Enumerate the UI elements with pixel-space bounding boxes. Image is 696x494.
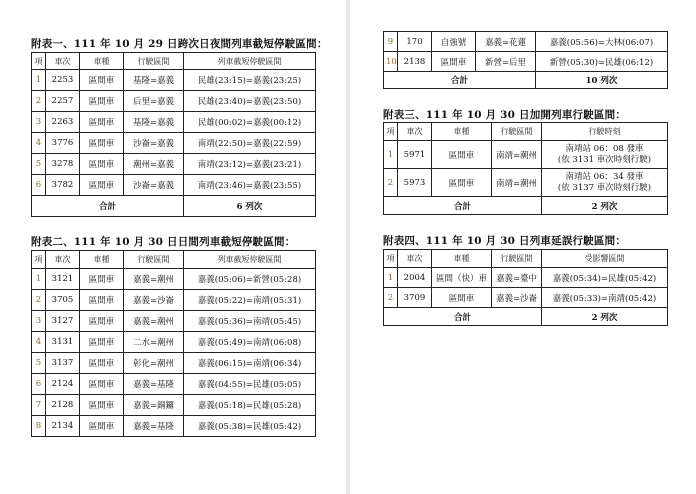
table-cell: 區間車 (80, 112, 124, 133)
table-cell: 2004 (398, 268, 432, 288)
table-cell: 3776 (46, 133, 80, 154)
column-header: 行駛區間 (124, 53, 184, 70)
total-label: 合計 (384, 308, 542, 326)
column-header: 車次 (46, 53, 80, 70)
table-cell: 3705 (46, 290, 80, 311)
table-cell: 嘉義=沙崙 (492, 288, 542, 308)
table-cell: 嘉義(05:49)=南靖(06:08) (184, 332, 316, 353)
table-cell: 1 (32, 269, 46, 290)
table-cell: 5973 (398, 169, 432, 197)
table-cell: 區間車 (80, 416, 124, 437)
table-row (32, 91, 316, 112)
table-row (384, 32, 668, 52)
table-cell: 3 (32, 112, 46, 133)
column-header: 行駛區間 (492, 250, 542, 268)
table-row (384, 268, 668, 288)
table-cell: 南靖(23:12)=嘉義(23:21) (184, 154, 316, 175)
table-cell: 基隆=嘉義 (124, 70, 184, 91)
table-row (32, 175, 316, 196)
table-cell: 嘉義=潮州 (124, 311, 184, 332)
table-cell: 區間車 (80, 175, 124, 196)
column-header: 行駛區間 (124, 251, 184, 269)
table2-title: 附表二、111 年 10 月 30 日日間列車截短停駛區間： (31, 236, 296, 248)
table-cell: 新營=后里 (476, 52, 536, 72)
table-row (32, 332, 316, 353)
table-cell: 區間（快）車 (432, 268, 492, 288)
total-value: 6 列次 (184, 196, 316, 217)
column-header: 受影響區間 (542, 250, 668, 268)
table-row (384, 288, 668, 308)
table-cell: 民雄(23:15)=嘉義(23:25) (184, 70, 316, 91)
table-row (384, 169, 668, 197)
table-cell: 嘉義(05:38)=民雄(05:42) (184, 416, 316, 437)
column-header: 車次 (398, 250, 432, 268)
table-cell: 2257 (46, 91, 80, 112)
table-cell: 南靖站 06：34 發車 (依 3137 車次時刻行駛) (542, 169, 668, 197)
table-cell: 9 (384, 32, 398, 52)
table-cell: 嘉義(05:22)=南靖(05:31) (184, 290, 316, 311)
table-cell: 區間車 (80, 353, 124, 374)
table-cell: 3 (32, 311, 46, 332)
table-cell: 區間車 (432, 141, 492, 169)
total-row (384, 72, 668, 89)
table-cell: 基隆=嘉義 (124, 112, 184, 133)
table-cell: 嘉義(05:33)=南靖(05:42) (542, 288, 668, 308)
table-row (32, 416, 316, 437)
table-cell: 區間車 (80, 269, 124, 290)
table3 (383, 122, 668, 215)
column-header: 列車截短停駛區間 (184, 251, 316, 269)
table-cell: 2138 (398, 52, 432, 72)
column-header: 車次 (46, 251, 80, 269)
table-row (32, 353, 316, 374)
table-cell: 區間車 (80, 290, 124, 311)
column-header: 列車截短停駛區間 (184, 53, 316, 70)
document-page-left (0, 0, 346, 494)
column-header: 車種 (80, 53, 124, 70)
table-cell: 170 (398, 32, 432, 52)
table-row (32, 395, 316, 416)
table-cell: 7 (32, 395, 46, 416)
table3-title: 附表三、111 年 10 月 30 日加開列車行駛區間： (383, 109, 627, 121)
table-cell: 區間車 (80, 311, 124, 332)
table-cell: 嘉義(06:15)=南靖(06:34) (184, 353, 316, 374)
table-cell: 民雄(23:40)=嘉義(23:50) (184, 91, 316, 112)
table-cell: 區間車 (432, 288, 492, 308)
total-row (384, 308, 668, 326)
table-cell: 2 (32, 290, 46, 311)
table-cell: 2134 (46, 416, 80, 437)
table4 (383, 249, 668, 326)
table-cell: 南靖(23:46)=嘉義(23:55) (184, 175, 316, 196)
table-cell: 區間車 (80, 133, 124, 154)
table-cell: 后里=嘉義 (124, 91, 184, 112)
table-row (32, 112, 316, 133)
table-cell: 4 (32, 332, 46, 353)
table-cell: 南靖=潮州 (492, 169, 542, 197)
total-label: 合計 (384, 72, 536, 89)
table-cell: 區間車 (80, 70, 124, 91)
table-cell: 區間車 (80, 332, 124, 353)
table-cell: 1 (384, 141, 398, 169)
total-row (32, 196, 316, 217)
column-header: 車種 (80, 251, 124, 269)
table-cell: 區間車 (80, 154, 124, 175)
table-cell: 2263 (46, 112, 80, 133)
table-cell: 3127 (46, 311, 80, 332)
table-cell: 嘉義=基隆 (124, 374, 184, 395)
column-header: 車種 (432, 123, 492, 141)
table-row (384, 52, 668, 72)
table-cell: 嘉義(05:36)=南靖(05:45) (184, 311, 316, 332)
table-cell: 嘉義(05:18)=民雄(05:28) (184, 395, 316, 416)
table-cell: 嘉義(05:56)=大林(06:07) (536, 32, 668, 52)
table-cell: 嘉義=銅鑼 (124, 395, 184, 416)
table-row (32, 290, 316, 311)
document-page-right (350, 0, 696, 494)
table-row (32, 133, 316, 154)
table-cell: 南靖(22:50)=嘉義(22:59) (184, 133, 316, 154)
table-cell: 自強號 (432, 32, 476, 52)
total-value: 2 列次 (542, 197, 668, 215)
table4-title: 附表四、111 年 10 月 30 日列車延誤行駛區間： (383, 235, 627, 247)
table-cell: 4 (32, 133, 46, 154)
total-label: 合計 (384, 197, 542, 215)
total-row (384, 197, 668, 215)
table-row (32, 374, 316, 395)
table-cell: 1 (384, 268, 398, 288)
table2 (31, 250, 316, 437)
table-cell: 1 (32, 70, 46, 91)
table-cell: 區間車 (80, 374, 124, 395)
table-cell: 6 (32, 175, 46, 196)
table1-header-row (32, 53, 316, 70)
table-row (32, 311, 316, 332)
total-label: 合計 (32, 196, 184, 217)
total-value: 2 列次 (542, 308, 668, 326)
column-header: 項 (32, 251, 46, 269)
table-row (32, 269, 316, 290)
column-header: 行駛時刻 (542, 123, 668, 141)
table-cell: 二水=潮州 (124, 332, 184, 353)
table-cell: 嘉義=沙崙 (124, 290, 184, 311)
table-cell: 5 (32, 154, 46, 175)
table-cell: 區間車 (80, 395, 124, 416)
table-row (32, 154, 316, 175)
table-cell: 彰化=潮州 (124, 353, 184, 374)
table-cell: 2253 (46, 70, 80, 91)
column-header: 項 (384, 123, 398, 141)
table-cell: 新營(05:30)=民雄(06:12) (536, 52, 668, 72)
table-cell: 5 (32, 353, 46, 374)
table-cell: 3278 (46, 154, 80, 175)
table-cell: 3121 (46, 269, 80, 290)
table-cell: 沙崙=嘉義 (124, 133, 184, 154)
table-cell: 嘉義(05:06)=新營(05:28) (184, 269, 316, 290)
table-cell: 嘉義=基隆 (124, 416, 184, 437)
column-header: 行駛區間 (492, 123, 542, 141)
table-cell: 2124 (46, 374, 80, 395)
table-cell: 區間車 (432, 52, 476, 72)
table1 (31, 52, 316, 217)
table-row (384, 141, 668, 169)
table2-header-row (32, 251, 316, 269)
table-cell: 3137 (46, 353, 80, 374)
table-cell: 6 (32, 374, 46, 395)
table-cell: 2 (32, 91, 46, 112)
table-cell: 嘉義(05:34)=民雄(05:42) (542, 268, 668, 288)
table-cell: 南靖站 06：08 發車 (依 3131 車次時刻行駛) (542, 141, 668, 169)
table-cell: 3709 (398, 288, 432, 308)
table-cell: 民雄(00:02)=嘉義(00:12) (184, 112, 316, 133)
table-cell: 嘉義=花蓮 (476, 32, 536, 52)
table-cell: 2 (384, 288, 398, 308)
column-header: 項 (384, 250, 398, 268)
table-cell: 區間車 (80, 91, 124, 112)
table-cell: 5971 (398, 141, 432, 169)
column-header: 車次 (398, 123, 432, 141)
table3-header-row (384, 123, 668, 141)
table-cell: 3782 (46, 175, 80, 196)
table-cell: 沙崙=嘉義 (124, 175, 184, 196)
table2-continued (383, 31, 668, 89)
table-cell: 嘉義=臺中 (492, 268, 542, 288)
column-header: 車種 (432, 250, 492, 268)
table-cell: 嘉義(04:55)=民雄(05:05) (184, 374, 316, 395)
table-cell: 嘉義=潮州 (124, 269, 184, 290)
table-cell: 潮州=嘉義 (124, 154, 184, 175)
table-cell: 南靖=潮州 (492, 141, 542, 169)
table-cell: 8 (32, 416, 46, 437)
table4-header-row (384, 250, 668, 268)
table-cell: 2 (384, 169, 398, 197)
table-cell: 10 (384, 52, 398, 72)
table1-title: 附表一、111 年 10 月 29 日跨次日夜間列車截短停駛區間： (31, 38, 328, 50)
column-header: 項 (32, 53, 46, 70)
table-row (32, 70, 316, 91)
total-value: 10 列次 (536, 72, 668, 89)
table-cell: 3131 (46, 332, 80, 353)
table-cell: 2128 (46, 395, 80, 416)
table-cell: 區間車 (432, 169, 492, 197)
